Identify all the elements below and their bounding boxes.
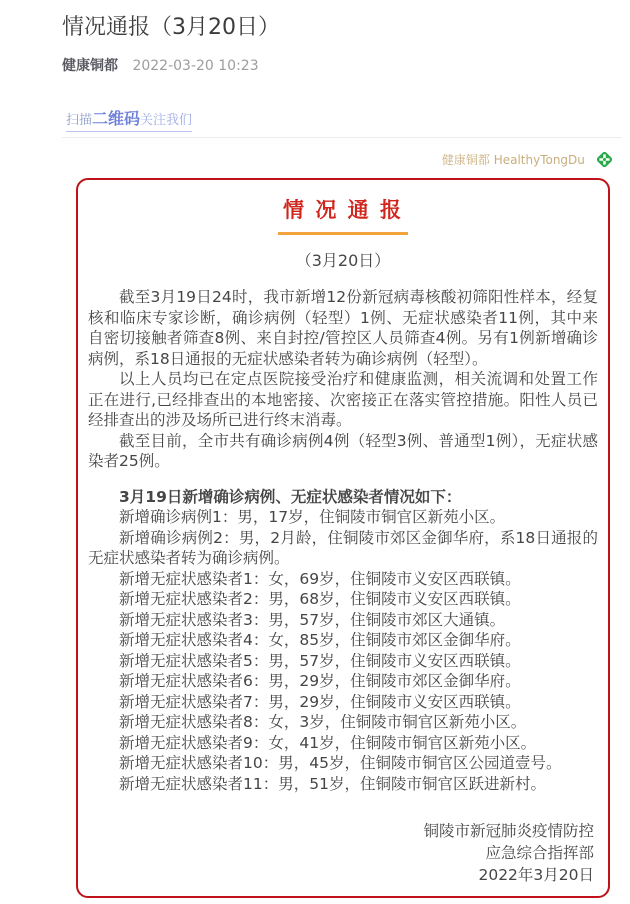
case-line: 新增确诊病例2：男，2月龄，住铜陵市郊区金御华府，系18日通报的无症状感染者转为确诊病例。 — [88, 528, 598, 567]
notice-title-underline — [278, 232, 408, 235]
author-account-link[interactable]: 健康铜都 — [62, 58, 118, 74]
case-line: 新增确诊病例1：男，17岁，住铜陵市铜官区新苑小区。 — [119, 508, 506, 526]
section-heading: 3月19日新增确诊病例、无症状感染者情况如下： — [119, 487, 462, 506]
brand-name-text: 健康铜都 HealthyTongDu — [441, 153, 585, 167]
signature-block — [88, 820, 598, 886]
article-page — [0, 10, 630, 898]
case-line: 新增无症状感染者3：男，57岁，住铜陵市郊区大通镇。 — [119, 610, 506, 629]
signature-line: 2022年3月20日 — [478, 866, 594, 884]
notice-box — [76, 178, 610, 898]
notice-body — [88, 287, 598, 794]
case-line: 新增无症状感染者4：女，85岁，住铜陵市郊区金御华府。 — [119, 631, 521, 649]
medical-cross-logo-icon — [595, 150, 614, 169]
article-meta — [62, 55, 630, 75]
brand-row — [0, 149, 614, 169]
notice-paragraph: 以上人员均已在定点医院接受治疗和健康监测，相关流调和处置工作正在进行,已经排查出的本地密接、次密接正在落实管控措施。阳性人员已经排查出的涉及场所已进行终末消毒。 — [88, 370, 598, 429]
header-divider — [62, 137, 622, 138]
follow-link-prefix: 扫描 — [66, 113, 93, 128]
notice-paragraph: 截至目前，全市共有确诊病例4例（轻型3例、普通型1例），无症状感染者25例。 — [88, 431, 598, 470]
follow-banner — [66, 106, 630, 132]
notice-paragraph: 截至3月19日24时，我市新增12份新冠病毒核酸初筛阳性样本，经复核和临床专家诊断，确诊病例（轻型）1例、无症状感染者11例，其中来自密切接触者筛查8例、来自封控/管控区人员筛查4例。另有1例新增确诊病例，系18日通报的无症状感染者转为确诊病例（轻型）。 — [88, 288, 598, 368]
case-line: 新增无症状感染者10：男，45岁，住铜陵市铜官区公园道壹号。 — [119, 754, 562, 772]
case-line: 新增无症状感染者6：男，29岁，住铜陵市郊区金御华府。 — [119, 672, 521, 690]
signature-line: 应急综合指挥部 — [485, 844, 594, 862]
notice-subtitle: （3月20日） — [295, 251, 391, 270]
follow-qrcode-link[interactable] — [66, 106, 192, 132]
case-line: 新增无症状感染者8：女，3岁，住铜陵市铜官区新苑小区。 — [119, 713, 527, 731]
notice-title: 情 况 通 报 — [283, 198, 403, 222]
signature-line: 铜陵市新冠肺炎疫情防控 — [423, 822, 594, 840]
case-line: 新增无症状感染者9：女，41岁，住铜陵市铜官区新苑小区。 — [119, 733, 537, 752]
follow-link-qrcode-text: 二维码 — [92, 109, 141, 128]
case-line: 新增无症状感染者11：男，51岁，住铜陵市铜官区跃进新村。 — [119, 774, 546, 793]
case-line: 新增无症状感染者1：女，69岁，住铜陵市义安区西联镇。 — [119, 569, 521, 588]
follow-link-suffix: 关注我们 — [140, 113, 193, 128]
case-line: 新增无症状感染者7：男，29岁，住铜陵市义安区西联镇。 — [119, 692, 521, 711]
case-line: 新增无症状感染者2：男，68岁，住铜陵市义安区西联镇。 — [119, 590, 521, 608]
case-line: 新增无症状感染者5：男，57岁，住铜陵市义安区西联镇。 — [119, 651, 521, 670]
publish-timestamp: 2022-03-20 10:23 — [132, 58, 259, 74]
page-title: 情况通报（3月20日） — [62, 15, 280, 40]
